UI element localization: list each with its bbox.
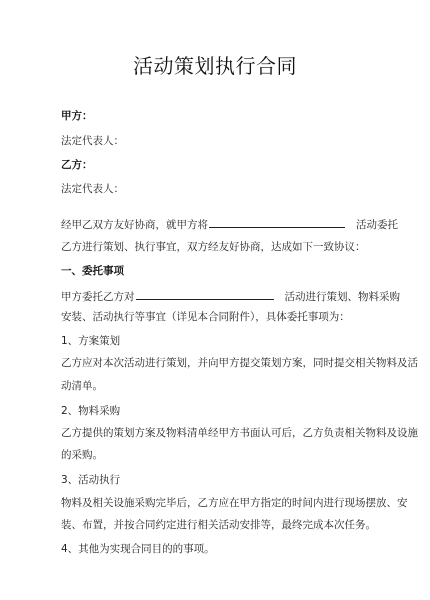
item-3-line-2: 装、布置，并按合同约定进行相关活动安排等，最终完成本次任务。 <box>61 519 376 531</box>
item-1-line-1: 乙方应对本次活动进行策划，并向甲方提交策划方案，同时提交相关物料及活 <box>61 357 418 369</box>
section-1-line-1-end: 活动进行策划、物料采购 <box>284 291 401 303</box>
section-1-line-1 <box>61 288 400 304</box>
party-b-representative: 法定代表人： <box>61 183 124 195</box>
section-1-heading: 一、委托事项 <box>61 265 124 277</box>
section-1-line-1-start: 甲方委托乙方对 <box>61 291 135 303</box>
party-b-label: 乙方： <box>61 159 93 171</box>
intro-line-1-start: 经甲乙双方友好协商，就甲方将 <box>61 219 208 231</box>
item-4-heading: 4、其他为实现合同目的的事项。 <box>61 543 215 555</box>
intro-line-2: 乙方进行策划、执行事宜，双方经友好协商，达成如下一致协议： <box>61 241 366 253</box>
entrusted-activity-blank[interactable] <box>136 288 274 300</box>
party-a-label: 甲方： <box>61 110 93 122</box>
item-2-line-2: 的采购。 <box>61 449 103 461</box>
intro-line-1-end: 活动委托 <box>356 219 399 231</box>
intro-line-1 <box>61 216 398 232</box>
item-1-line-2: 动清单。 <box>61 380 103 392</box>
section-1-line-2: 安装、活动执行等事宜（详见本合同附件），具体委托事项为： <box>61 311 350 323</box>
item-2-line-1: 乙方提供的策划方案及物料清单经甲方书面认可后，乙方负责相关物料及设施 <box>61 427 418 439</box>
document-title: 活动策划执行合同 <box>133 54 297 78</box>
item-3-line-1: 物料及相关设施采购完毕后，乙方应在甲方指定的时间内进行现场摆放、安 <box>61 497 408 509</box>
activity-name-blank[interactable] <box>209 216 345 228</box>
item-3-heading: 3、活动执行 <box>61 474 121 486</box>
item-1-heading: 1、方案策划 <box>61 335 121 347</box>
party-a-representative: 法定代表人： <box>61 135 124 147</box>
item-2-heading: 2、物料采购 <box>61 405 121 417</box>
